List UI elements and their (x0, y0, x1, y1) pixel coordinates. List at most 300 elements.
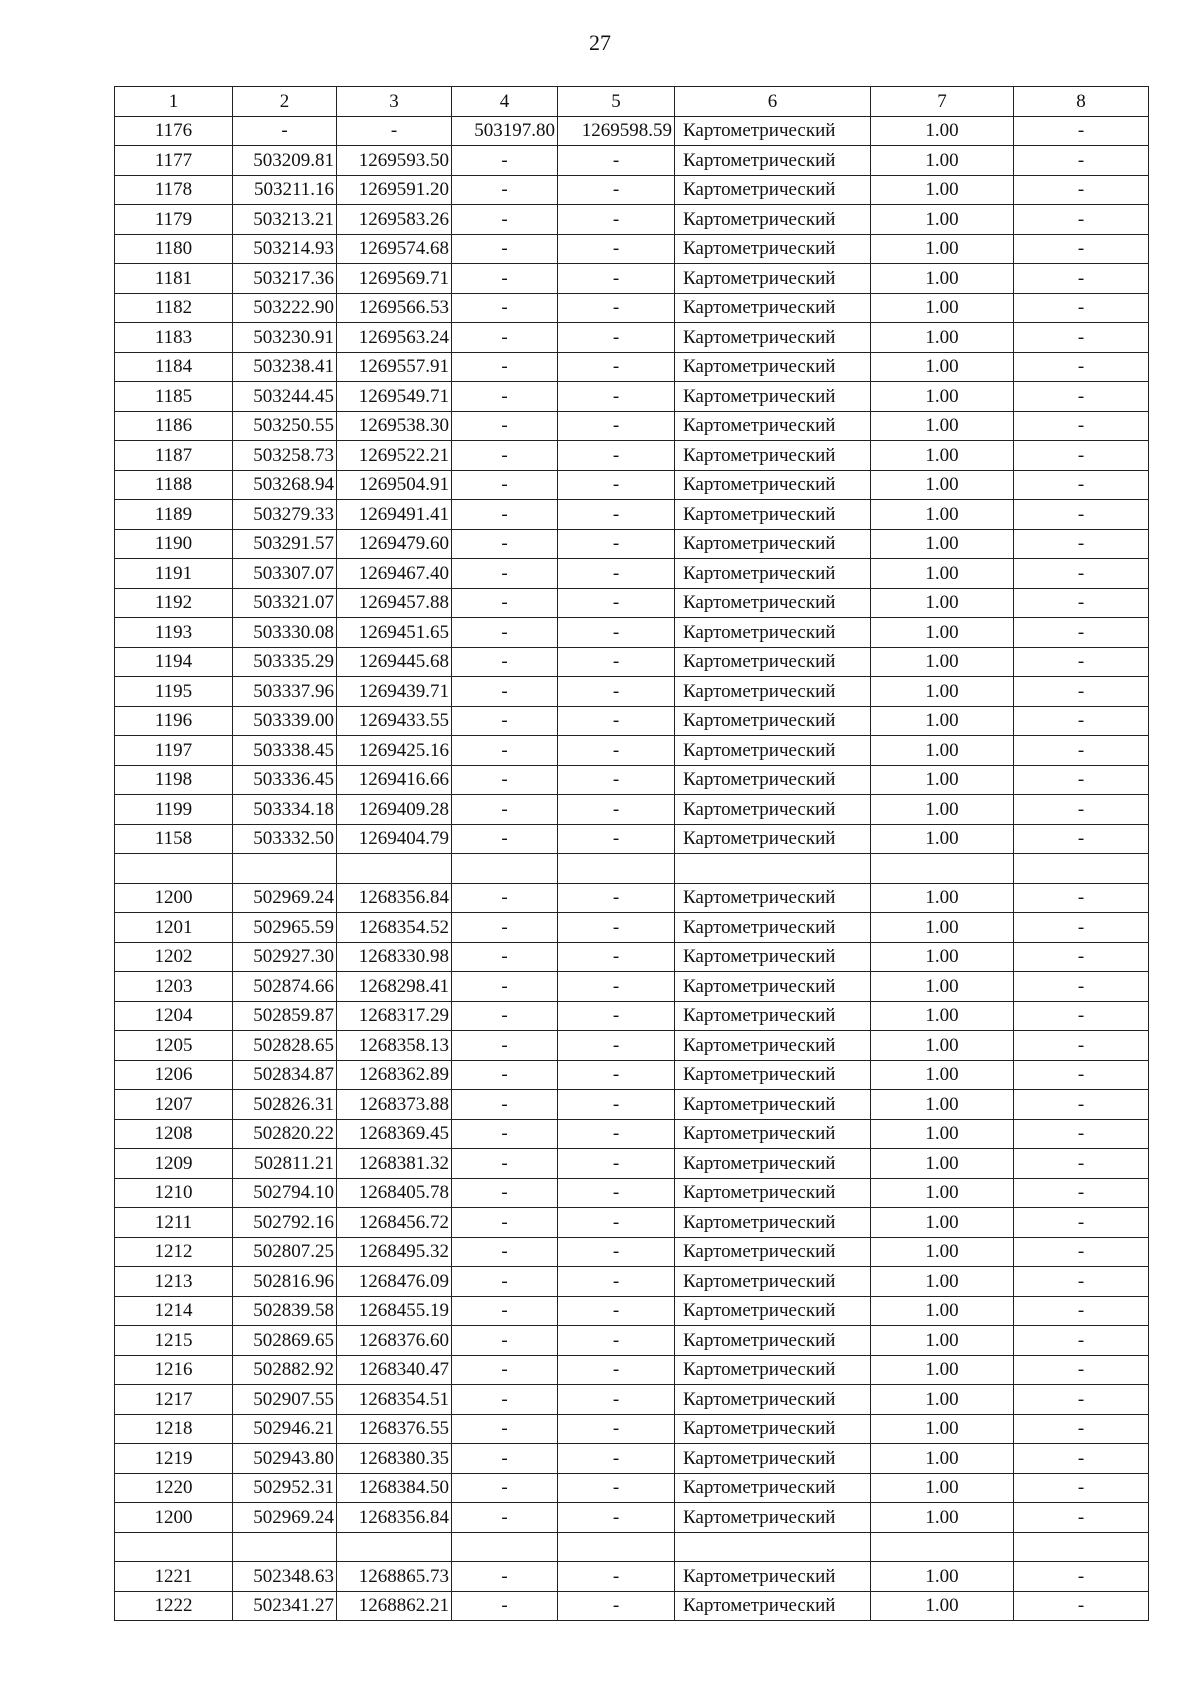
table-row (115, 1119, 1149, 1149)
table-row (115, 1090, 1149, 1120)
x-coordinate-alt-cell: - (452, 559, 558, 589)
point-number-cell: 1221 (115, 1562, 233, 1592)
precision-cell: 1.00 (871, 1296, 1014, 1326)
point-number-cell: 1186 (115, 411, 233, 441)
point-number-cell: 1209 (115, 1149, 233, 1179)
method-cell: Картометрический (675, 323, 871, 353)
x-coordinate-alt-cell: - (452, 1562, 558, 1592)
y-coordinate-alt-cell: - (558, 146, 675, 176)
precision-cell: 1.00 (871, 382, 1014, 412)
table-row (115, 1503, 1149, 1533)
note-cell: - (1014, 175, 1149, 205)
table-row (115, 441, 1149, 471)
x-coordinate-cell: 503338.45 (233, 736, 337, 766)
table-row (115, 972, 1149, 1002)
table-row (115, 411, 1149, 441)
y-coordinate-alt-cell: - (558, 588, 675, 618)
x-coordinate-cell: 502834.87 (233, 1060, 337, 1090)
y-coordinate-cell: 1269479.60 (337, 529, 452, 559)
y-coordinate-alt-cell: - (558, 913, 675, 943)
y-coordinate-cell (337, 1532, 452, 1562)
note-cell: - (1014, 942, 1149, 972)
y-coordinate-cell: 1269491.41 (337, 500, 452, 530)
y-coordinate-cell: 1269467.40 (337, 559, 452, 589)
table-row (115, 529, 1149, 559)
x-coordinate-cell: 502969.24 (233, 883, 337, 913)
note-cell: - (1014, 1562, 1149, 1592)
method-cell: Картометрический (675, 677, 871, 707)
x-coordinate-cell: 502965.59 (233, 913, 337, 943)
x-coordinate-cell (233, 1532, 337, 1562)
y-coordinate-cell: 1268330.98 (337, 942, 452, 972)
x-coordinate-cell: 502807.25 (233, 1237, 337, 1267)
y-coordinate-alt-cell: - (558, 1119, 675, 1149)
point-number-cell: 1176 (115, 116, 233, 146)
point-number-cell: 1217 (115, 1385, 233, 1415)
y-coordinate-alt-cell: - (558, 1031, 675, 1061)
y-coordinate-cell: 1269591.20 (337, 175, 452, 205)
table-row (115, 175, 1149, 205)
table-row (115, 293, 1149, 323)
note-cell: - (1014, 1385, 1149, 1415)
x-coordinate-alt-cell: - (452, 765, 558, 795)
precision-cell: 1.00 (871, 116, 1014, 146)
method-cell: Картометрический (675, 1149, 871, 1179)
y-coordinate-cell: 1269566.53 (337, 293, 452, 323)
y-coordinate-alt-cell: - (558, 1237, 675, 1267)
note-cell: - (1014, 234, 1149, 264)
method-cell: Картометрический (675, 175, 871, 205)
y-coordinate-cell: 1269504.91 (337, 470, 452, 500)
y-coordinate-cell: 1269522.21 (337, 441, 452, 471)
table-row (115, 1326, 1149, 1356)
precision-cell: 1.00 (871, 234, 1014, 264)
x-coordinate-cell: 503244.45 (233, 382, 337, 412)
precision-cell: 1.00 (871, 1355, 1014, 1385)
note-cell: - (1014, 1444, 1149, 1474)
y-coordinate-cell: 1269451.65 (337, 618, 452, 648)
y-coordinate-cell: 1268405.78 (337, 1178, 452, 1208)
y-coordinate-alt-cell: - (558, 470, 675, 500)
precision-cell: 1.00 (871, 883, 1014, 913)
precision-cell: 1.00 (871, 1090, 1014, 1120)
precision-cell: 1.00 (871, 736, 1014, 766)
method-cell: Картометрический (675, 1355, 871, 1385)
table-row (115, 647, 1149, 677)
method-cell: Картометрический (675, 1444, 871, 1474)
y-coordinate-alt-cell: - (558, 382, 675, 412)
x-coordinate-alt-cell: - (452, 942, 558, 972)
table-row (115, 559, 1149, 589)
table-row (115, 1149, 1149, 1179)
y-coordinate-alt-cell: - (558, 942, 675, 972)
precision-cell: 1.00 (871, 765, 1014, 795)
table-row (115, 1385, 1149, 1415)
x-coordinate-cell: 503307.07 (233, 559, 337, 589)
precision-cell: 1.00 (871, 441, 1014, 471)
note-cell: - (1014, 1326, 1149, 1356)
method-cell: Картометрический (675, 441, 871, 471)
y-coordinate-alt-cell: - (558, 529, 675, 559)
method-cell: Картометрический (675, 1267, 871, 1297)
precision-cell: 1.00 (871, 1149, 1014, 1179)
y-coordinate-cell: 1268381.32 (337, 1149, 452, 1179)
x-coordinate-cell: 503214.93 (233, 234, 337, 264)
precision-cell: 1.00 (871, 618, 1014, 648)
y-coordinate-cell: 1269416.66 (337, 765, 452, 795)
point-number-cell: 1192 (115, 588, 233, 618)
x-coordinate-cell: 503291.57 (233, 529, 337, 559)
y-coordinate-cell: 1269583.26 (337, 205, 452, 235)
x-coordinate-cell: 503230.91 (233, 323, 337, 353)
x-coordinate-alt-cell: - (452, 323, 558, 353)
note-cell: - (1014, 146, 1149, 176)
method-cell: Картометрический (675, 1385, 871, 1415)
method-cell: Картометрический (675, 736, 871, 766)
x-coordinate-cell: 502952.31 (233, 1473, 337, 1503)
y-coordinate-cell: 1268380.35 (337, 1444, 452, 1474)
method-cell: Картометрический (675, 765, 871, 795)
x-coordinate-alt-cell: - (452, 1296, 558, 1326)
note-cell: - (1014, 205, 1149, 235)
x-coordinate-cell: 502811.21 (233, 1149, 337, 1179)
table-row (115, 1562, 1149, 1592)
y-coordinate-alt-cell: - (558, 1326, 675, 1356)
x-coordinate-alt-cell: - (452, 1591, 558, 1621)
y-coordinate-alt-cell: - (558, 1444, 675, 1474)
point-number-cell: 1190 (115, 529, 233, 559)
y-coordinate-alt-cell: - (558, 618, 675, 648)
x-coordinate-alt-cell: - (452, 1444, 558, 1474)
table-row (115, 382, 1149, 412)
x-coordinate-cell: 503321.07 (233, 588, 337, 618)
x-coordinate-alt-cell: - (452, 795, 558, 825)
y-coordinate-cell: 1268362.89 (337, 1060, 452, 1090)
table-row (115, 1001, 1149, 1031)
x-coordinate-cell: 502946.21 (233, 1414, 337, 1444)
table-row (115, 323, 1149, 353)
x-coordinate-cell: 503268.94 (233, 470, 337, 500)
point-number-cell: 1219 (115, 1444, 233, 1474)
note-cell: - (1014, 765, 1149, 795)
y-coordinate-cell: 1269409.28 (337, 795, 452, 825)
precision-cell: 1.00 (871, 942, 1014, 972)
point-number-cell: 1206 (115, 1060, 233, 1090)
method-cell: Картометрический (675, 913, 871, 943)
x-coordinate-cell: 502907.55 (233, 1385, 337, 1415)
method-cell: Картометрический (675, 411, 871, 441)
x-coordinate-cell: 502943.80 (233, 1444, 337, 1474)
point-number-cell: 1196 (115, 706, 233, 736)
y-coordinate-cell: 1269445.68 (337, 647, 452, 677)
y-coordinate-cell: 1269425.16 (337, 736, 452, 766)
x-coordinate-alt-cell (452, 1532, 558, 1562)
method-cell: Картометрический (675, 618, 871, 648)
point-number-cell: 1216 (115, 1355, 233, 1385)
x-coordinate-alt-cell: - (452, 913, 558, 943)
precision-cell: 1.00 (871, 470, 1014, 500)
y-coordinate-alt-cell: - (558, 1267, 675, 1297)
point-number-cell: 1203 (115, 972, 233, 1002)
y-coordinate-cell: 1269593.50 (337, 146, 452, 176)
precision-cell: 1.00 (871, 1001, 1014, 1031)
precision-cell: 1.00 (871, 175, 1014, 205)
x-coordinate-cell: 502341.27 (233, 1591, 337, 1621)
note-cell: - (1014, 1267, 1149, 1297)
y-coordinate-alt-cell: - (558, 352, 675, 382)
table-row (115, 470, 1149, 500)
note-cell: - (1014, 1473, 1149, 1503)
y-coordinate-alt-cell: - (558, 441, 675, 471)
point-number-cell: 1198 (115, 765, 233, 795)
y-coordinate-alt-cell: - (558, 323, 675, 353)
method-cell: Картометрический (675, 1060, 871, 1090)
note-cell: - (1014, 411, 1149, 441)
note-cell: - (1014, 1355, 1149, 1385)
point-number-cell: 1208 (115, 1119, 233, 1149)
point-number-cell: 1200 (115, 883, 233, 913)
precision-cell: 1.00 (871, 795, 1014, 825)
note-cell: - (1014, 500, 1149, 530)
note-cell: - (1014, 529, 1149, 559)
x-coordinate-alt-cell: - (452, 588, 558, 618)
y-coordinate-cell: 1268356.84 (337, 1503, 452, 1533)
y-coordinate-cell: 1268373.88 (337, 1090, 452, 1120)
method-cell: Картометрический (675, 1001, 871, 1031)
note-cell: - (1014, 1001, 1149, 1031)
precision-cell: 1.00 (871, 1267, 1014, 1297)
x-coordinate-alt-cell: 503197.80 (452, 116, 558, 146)
x-coordinate-cell: 503258.73 (233, 441, 337, 471)
method-cell: Картометрический (675, 559, 871, 589)
point-number-cell: 1179 (115, 205, 233, 235)
x-coordinate-alt-cell: - (452, 677, 558, 707)
point-number-cell: 1184 (115, 352, 233, 382)
precision-cell: 1.00 (871, 647, 1014, 677)
coordinates-table (114, 86, 1149, 1621)
point-number-cell: 1220 (115, 1473, 233, 1503)
precision-cell: 1.00 (871, 529, 1014, 559)
table-separator-row (115, 1532, 1149, 1562)
x-coordinate-cell: 503335.29 (233, 647, 337, 677)
x-coordinate-cell: 502969.24 (233, 1503, 337, 1533)
x-coordinate-alt-cell: - (452, 441, 558, 471)
y-coordinate-cell: 1268495.32 (337, 1237, 452, 1267)
note-cell: - (1014, 618, 1149, 648)
precision-cell: 1.00 (871, 1119, 1014, 1149)
table-body (115, 116, 1149, 1621)
method-cell: Картометрический (675, 146, 871, 176)
note-cell: - (1014, 293, 1149, 323)
x-coordinate-cell: 503217.36 (233, 264, 337, 294)
note-cell: - (1014, 824, 1149, 854)
y-coordinate-alt-cell: - (558, 1562, 675, 1592)
x-coordinate-alt-cell: - (452, 1385, 558, 1415)
column-header-2: 2 (233, 87, 337, 117)
method-cell: Картометрический (675, 1326, 871, 1356)
y-coordinate-cell: 1269457.88 (337, 588, 452, 618)
method-cell (675, 1532, 871, 1562)
table-row (115, 1473, 1149, 1503)
note-cell: - (1014, 1119, 1149, 1149)
method-cell: Картометрический (675, 588, 871, 618)
y-coordinate-alt-cell: - (558, 972, 675, 1002)
x-coordinate-cell: 503279.33 (233, 500, 337, 530)
point-number-cell: 1205 (115, 1031, 233, 1061)
note-cell: - (1014, 1237, 1149, 1267)
precision-cell: 1.00 (871, 824, 1014, 854)
y-coordinate-cell: 1269557.91 (337, 352, 452, 382)
point-number-cell: 1213 (115, 1267, 233, 1297)
table-row (115, 795, 1149, 825)
table-row (115, 1267, 1149, 1297)
table-row (115, 588, 1149, 618)
y-coordinate-cell: 1268356.84 (337, 883, 452, 913)
x-coordinate-alt-cell: - (452, 1060, 558, 1090)
y-coordinate-alt-cell (558, 854, 675, 884)
method-cell: Картометрический (675, 352, 871, 382)
table-row (115, 913, 1149, 943)
method-cell (675, 854, 871, 884)
x-coordinate-alt-cell: - (452, 293, 558, 323)
column-header-3: 3 (337, 87, 452, 117)
method-cell: Картометрический (675, 1473, 871, 1503)
method-cell: Картометрический (675, 116, 871, 146)
table-row (115, 677, 1149, 707)
precision-cell: 1.00 (871, 1473, 1014, 1503)
table-row (115, 500, 1149, 530)
note-cell: - (1014, 706, 1149, 736)
y-coordinate-alt-cell: - (558, 1001, 675, 1031)
point-number-cell: 1202 (115, 942, 233, 972)
x-coordinate-alt-cell: - (452, 264, 558, 294)
precision-cell: 1.00 (871, 352, 1014, 382)
point-number-cell: 1218 (115, 1414, 233, 1444)
x-coordinate-cell: 502826.31 (233, 1090, 337, 1120)
y-coordinate-cell: 1268456.72 (337, 1208, 452, 1238)
method-cell: Картометрический (675, 795, 871, 825)
table-row (115, 116, 1149, 146)
note-cell: - (1014, 323, 1149, 353)
point-number-cell: 1200 (115, 1503, 233, 1533)
note-cell: - (1014, 1296, 1149, 1326)
x-coordinate-cell: 503336.45 (233, 765, 337, 795)
y-coordinate-alt-cell: - (558, 1355, 675, 1385)
point-number-cell: 1185 (115, 382, 233, 412)
x-coordinate-cell: 503334.18 (233, 795, 337, 825)
x-coordinate-cell: 502348.63 (233, 1562, 337, 1592)
precision-cell (871, 854, 1014, 884)
point-number-cell: 1187 (115, 441, 233, 471)
note-cell: - (1014, 1060, 1149, 1090)
x-coordinate-cell: 503211.16 (233, 175, 337, 205)
note-cell: - (1014, 1031, 1149, 1061)
precision-cell: 1.00 (871, 1562, 1014, 1592)
y-coordinate-alt-cell: - (558, 500, 675, 530)
note-cell: - (1014, 647, 1149, 677)
x-coordinate-cell: 502816.96 (233, 1267, 337, 1297)
y-coordinate-alt-cell: - (558, 1149, 675, 1179)
method-cell: Картометрический (675, 293, 871, 323)
y-coordinate-alt-cell: - (558, 293, 675, 323)
point-number-cell: 1210 (115, 1178, 233, 1208)
x-coordinate-cell: 502794.10 (233, 1178, 337, 1208)
table-row (115, 824, 1149, 854)
precision-cell: 1.00 (871, 972, 1014, 1002)
x-coordinate-alt-cell: - (452, 1001, 558, 1031)
x-coordinate-alt-cell: - (452, 234, 558, 264)
y-coordinate-alt-cell: - (558, 647, 675, 677)
precision-cell: 1.00 (871, 1444, 1014, 1474)
point-number-cell: 1158 (115, 824, 233, 854)
y-coordinate-cell: - (337, 116, 452, 146)
column-header-4: 4 (452, 87, 558, 117)
table-row (115, 1208, 1149, 1238)
y-coordinate-cell: 1268476.09 (337, 1267, 452, 1297)
y-coordinate-cell: 1269439.71 (337, 677, 452, 707)
table-row (115, 1060, 1149, 1090)
point-number-cell: 1195 (115, 677, 233, 707)
y-coordinate-alt-cell: 1269598.59 (558, 116, 675, 146)
y-coordinate-cell: 1268298.41 (337, 972, 452, 1002)
x-coordinate-alt-cell: - (452, 1119, 558, 1149)
precision-cell: 1.00 (871, 411, 1014, 441)
y-coordinate-cell: 1268865.73 (337, 1562, 452, 1592)
point-number-cell: 1201 (115, 913, 233, 943)
note-cell: - (1014, 1208, 1149, 1238)
y-coordinate-alt-cell: - (558, 706, 675, 736)
x-coordinate-cell: 502927.30 (233, 942, 337, 972)
precision-cell: 1.00 (871, 1326, 1014, 1356)
method-cell: Картометрический (675, 205, 871, 235)
y-coordinate-cell: 1268340.47 (337, 1355, 452, 1385)
x-coordinate-alt-cell: - (452, 883, 558, 913)
x-coordinate-alt-cell: - (452, 500, 558, 530)
point-number-cell: 1188 (115, 470, 233, 500)
x-coordinate-cell: 503213.21 (233, 205, 337, 235)
precision-cell: 1.00 (871, 588, 1014, 618)
x-coordinate-cell (233, 854, 337, 884)
y-coordinate-alt-cell: - (558, 824, 675, 854)
note-cell: - (1014, 352, 1149, 382)
point-number-cell: 1199 (115, 795, 233, 825)
method-cell: Картометрический (675, 972, 871, 1002)
point-number-cell: 1194 (115, 647, 233, 677)
y-coordinate-cell: 1269404.79 (337, 824, 452, 854)
method-cell: Картометрический (675, 647, 871, 677)
note-cell: - (1014, 736, 1149, 766)
method-cell: Картометрический (675, 529, 871, 559)
point-number-cell: 1204 (115, 1001, 233, 1031)
y-coordinate-cell: 1268862.21 (337, 1591, 452, 1621)
y-coordinate-cell: 1269538.30 (337, 411, 452, 441)
point-number-cell: 1211 (115, 1208, 233, 1238)
note-cell: - (1014, 382, 1149, 412)
point-number-cell (115, 854, 233, 884)
table-row (115, 205, 1149, 235)
method-cell: Картометрический (675, 500, 871, 530)
precision-cell: 1.00 (871, 1178, 1014, 1208)
table-separator-row (115, 854, 1149, 884)
precision-cell: 1.00 (871, 706, 1014, 736)
method-cell: Картометрический (675, 824, 871, 854)
precision-cell (871, 1532, 1014, 1562)
x-coordinate-alt-cell: - (452, 1149, 558, 1179)
point-number-cell: 1222 (115, 1591, 233, 1621)
column-header-7: 7 (871, 87, 1014, 117)
method-cell: Картометрический (675, 1178, 871, 1208)
x-coordinate-alt-cell: - (452, 1267, 558, 1297)
